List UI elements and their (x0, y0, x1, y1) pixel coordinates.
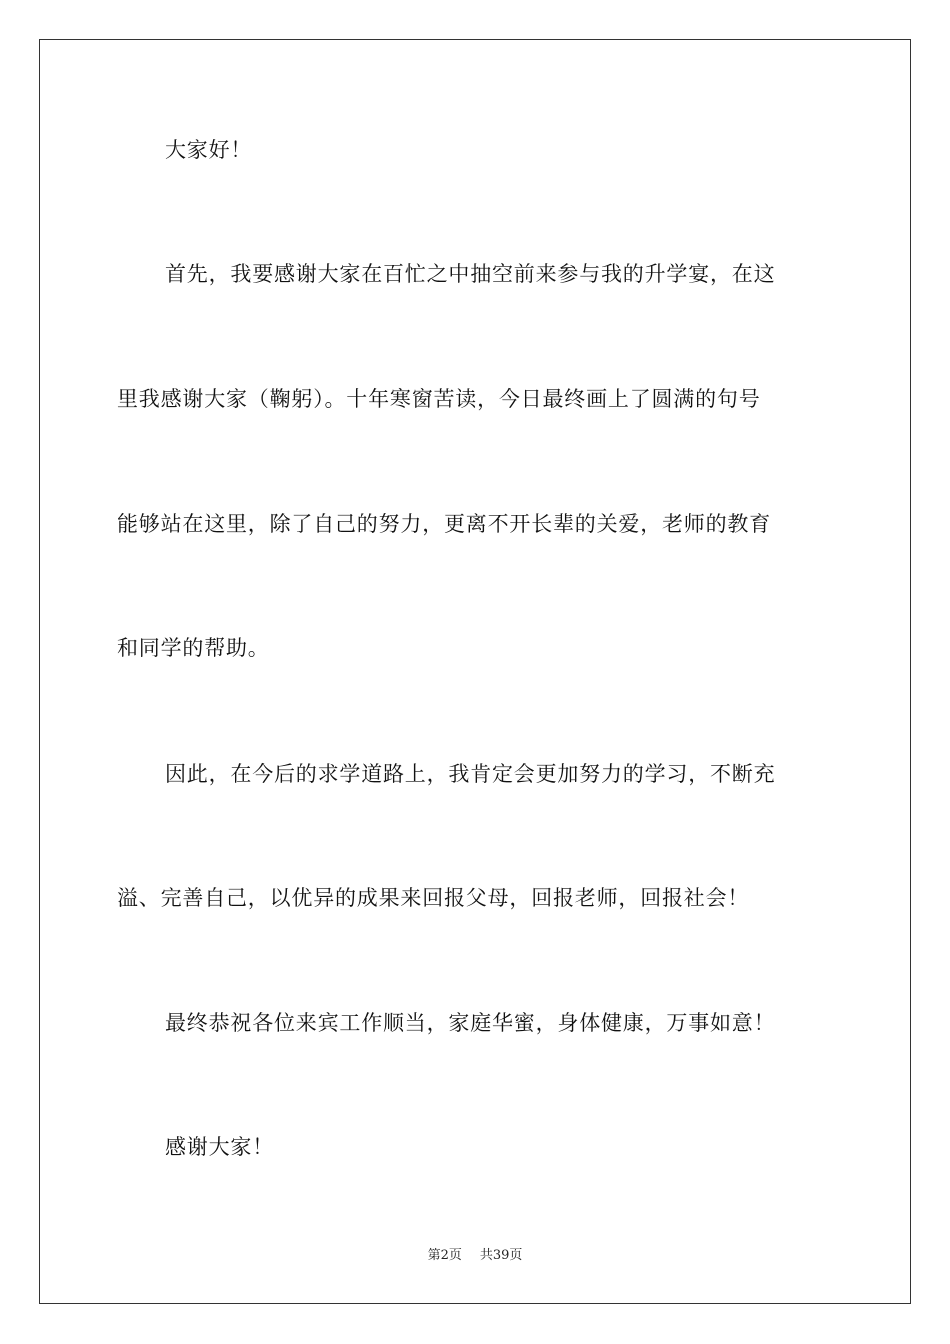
greeting-line: 大家好！ (165, 138, 253, 162)
paragraph-line: 首先，我要感谢大家在百忙之中抽空前来参与我的升学宴，在这 (165, 262, 776, 286)
page-footer (0, 1247, 950, 1265)
paragraph-line: 里我感谢大家（鞠躬）。十年寒窗苦读，今日最终画上了圆满的句号 (117, 387, 761, 411)
page-number: 第2页 (427, 1248, 462, 1263)
page-total: 共39页 (479, 1248, 523, 1263)
paragraph-line: 因此，在今后的求学道路上，我肯定会更加努力的学习，不断充 (165, 762, 776, 786)
page-border (39, 39, 911, 1304)
closing-line: 感谢大家！ (165, 1135, 274, 1159)
paragraph-line: 溢、完善自己，以优异的成果来回报父母，回报老师，回报社会！ (117, 886, 750, 910)
paragraph-line: 最终恭祝各位来宾工作顺当，家庭华蜜，身体健康，万事如意！ (165, 1011, 776, 1035)
paragraph-line: 和同学的帮助。 (117, 636, 270, 660)
paragraph-line: 能够站在这里，除了自己的努力，更离不开长辈的关爱，老师的教育 (117, 512, 771, 536)
